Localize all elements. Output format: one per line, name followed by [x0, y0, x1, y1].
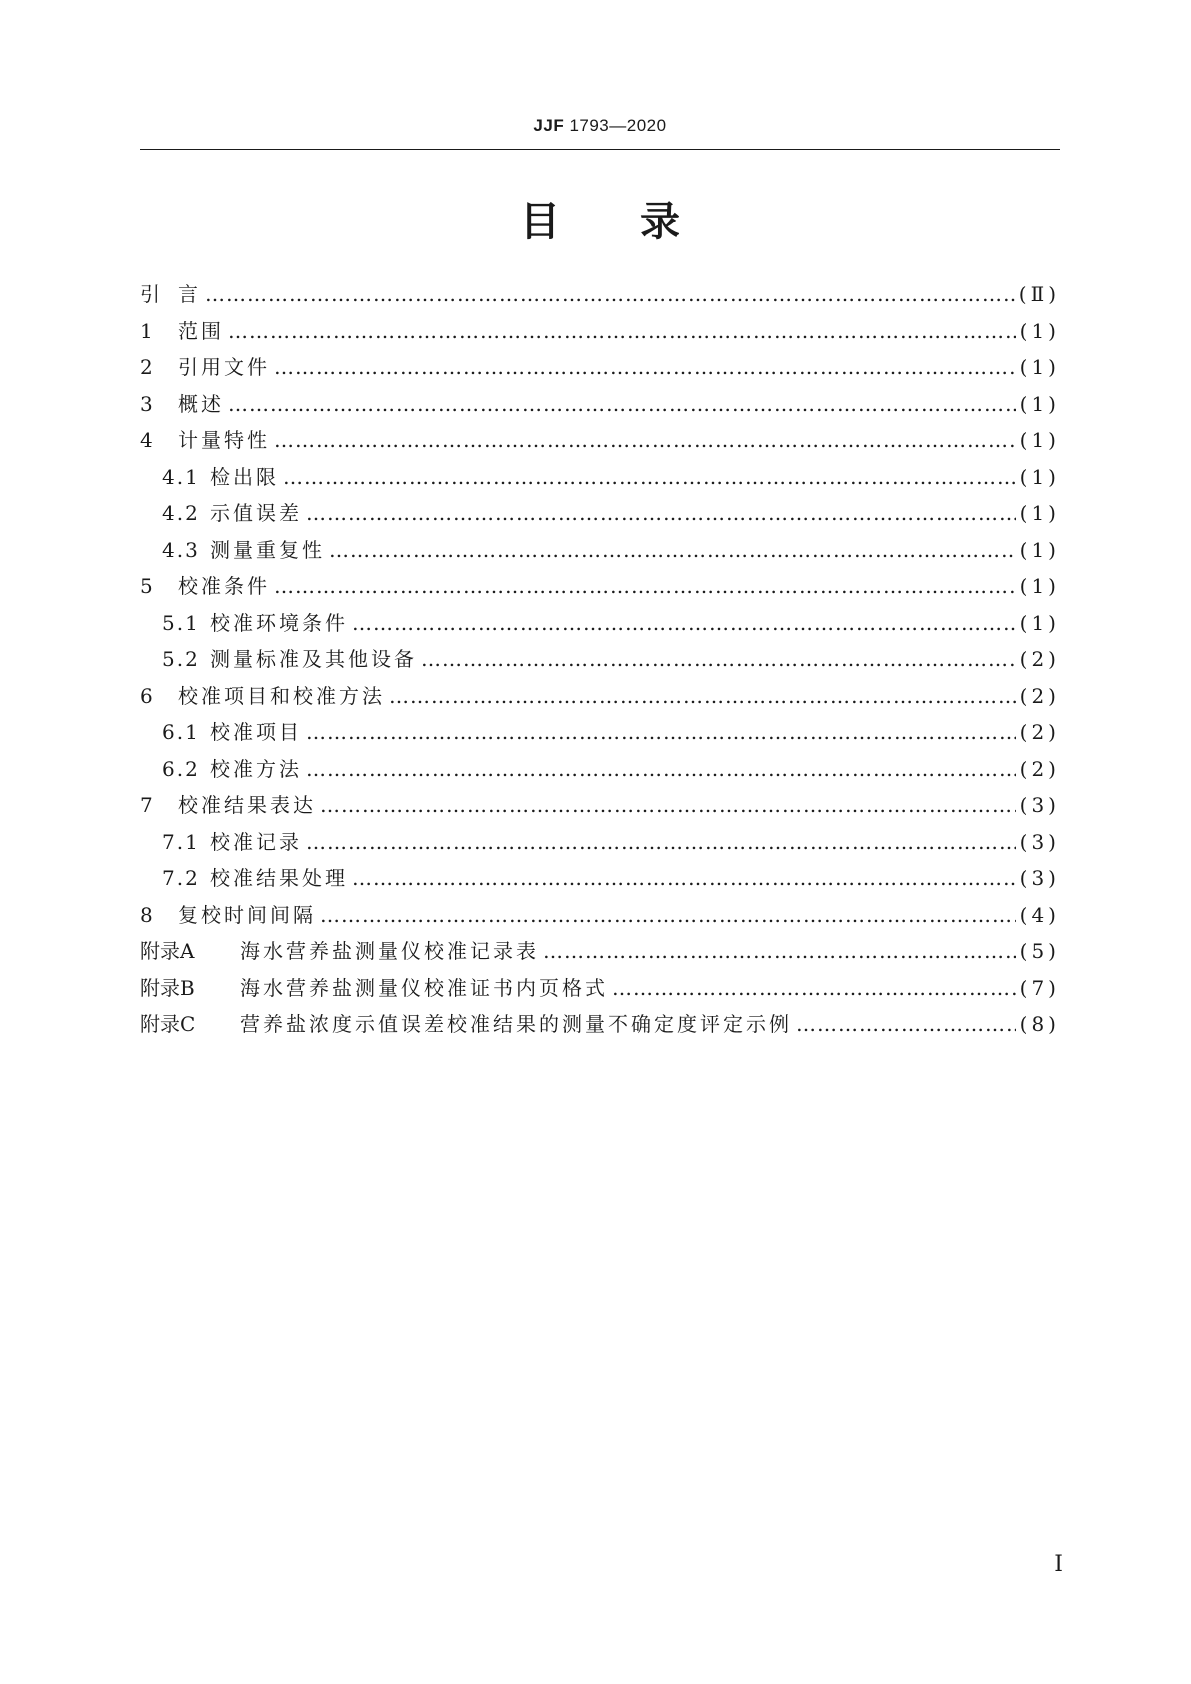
- toc-label: 校准方法: [210, 756, 302, 781]
- toc-number: 6: [140, 683, 153, 708]
- toc-number: 5.1: [162, 610, 200, 635]
- toc-label: 海水营养盐测量仪校准证书内页格式: [240, 975, 608, 1000]
- toc-label: 营养盐浓度示值误差校准结果的测量不确定度评定示例: [240, 1012, 792, 1036]
- toc-number: 5: [140, 574, 153, 598]
- toc-label: 校准结果表达: [178, 793, 316, 817]
- toc-leader: [228, 319, 1016, 343]
- toc-row[interactable]: [140, 315, 1060, 352]
- toc-row[interactable]: [140, 972, 1060, 1009]
- toc-number: 8: [140, 902, 153, 927]
- toc-row[interactable]: [140, 753, 1060, 790]
- toc-page: (1): [1019, 355, 1060, 379]
- toc-leader: [274, 355, 1016, 379]
- toc-page: (5): [1019, 939, 1060, 963]
- toc-page: (2): [1019, 720, 1060, 744]
- toc-row[interactable]: [140, 826, 1060, 863]
- toc-row[interactable]: [140, 570, 1060, 607]
- toc-page: (1): [1019, 574, 1060, 598]
- toc-row[interactable]: [140, 461, 1060, 498]
- toc-label: 示值误差: [210, 501, 302, 525]
- toc-row[interactable]: [140, 534, 1060, 571]
- toc-row[interactable]: [140, 1008, 1060, 1045]
- toc-page: (7): [1019, 975, 1060, 1000]
- toc-row[interactable]: [140, 643, 1060, 680]
- toc-page: (1): [1019, 537, 1060, 562]
- toc-row[interactable]: [140, 716, 1060, 753]
- toc-label: 测量标准及其他设备: [210, 647, 417, 671]
- toc-leader: [306, 720, 1016, 744]
- toc-label: 校准环境条件: [210, 610, 348, 635]
- toc-label: 校准结果处理: [210, 866, 348, 890]
- toc-row[interactable]: [140, 351, 1060, 388]
- toc-number: 附录A: [140, 939, 195, 963]
- toc-page: (1): [1019, 318, 1060, 343]
- toc-page: (2): [1019, 756, 1060, 781]
- toc-number: 2: [140, 355, 153, 379]
- toc-leader: [274, 428, 1016, 452]
- toc-page: (8): [1019, 1012, 1060, 1036]
- toc-page: (1): [1019, 501, 1060, 525]
- toc-row[interactable]: [140, 789, 1060, 826]
- toc-label: 言: [178, 282, 201, 306]
- title-char-1: 目: [520, 199, 560, 245]
- toc-number: 4: [140, 428, 153, 452]
- running-header: [140, 116, 1060, 136]
- toc-number: 5.2: [162, 647, 200, 671]
- toc-page: (1): [1019, 391, 1060, 416]
- page-title: [140, 198, 1060, 246]
- standard-code-number: 1793—2020: [569, 116, 667, 135]
- toc-row[interactable]: [140, 424, 1060, 461]
- toc-page: (3): [1019, 829, 1060, 854]
- toc-label: 检出限: [210, 464, 279, 489]
- toc-label: 复校时间间隔: [178, 902, 316, 927]
- toc-row[interactable]: [140, 278, 1060, 315]
- toc-label: 校准记录: [210, 829, 302, 854]
- toc-number: 6.1: [162, 720, 200, 744]
- toc-number: 附录B: [140, 975, 195, 1000]
- toc-leader: [283, 465, 1016, 489]
- toc-number: 4.3: [162, 537, 200, 562]
- toc-row[interactable]: [140, 388, 1060, 425]
- toc-page: (1): [1019, 610, 1060, 635]
- toc-page: (2): [1019, 647, 1060, 671]
- page-folio: Ⅰ: [1054, 1552, 1063, 1577]
- toc-leader: [421, 647, 1016, 671]
- toc-leader: [306, 830, 1016, 854]
- toc-leader: [543, 939, 1016, 963]
- toc-number: 7: [140, 793, 153, 817]
- toc-leader: [389, 684, 1016, 708]
- toc-label: 范围: [178, 318, 224, 343]
- toc-leader: [352, 611, 1016, 635]
- toc-page: (3): [1019, 866, 1060, 890]
- toc-number: 附录C: [140, 1012, 196, 1036]
- toc-row[interactable]: [140, 935, 1060, 972]
- toc-number: 1: [140, 318, 153, 343]
- toc-number: 4.1: [162, 464, 200, 489]
- toc-page: (4): [1019, 902, 1060, 927]
- toc-label: 校准项目: [210, 720, 302, 744]
- toc-page: (2): [1019, 683, 1060, 708]
- toc-leader: [320, 793, 1016, 817]
- toc-label: 校准条件: [178, 574, 270, 598]
- toc-leader: [306, 501, 1016, 525]
- header-rule: [140, 149, 1060, 150]
- standard-code-prefix: JJF: [533, 116, 565, 135]
- toc-leader: [205, 282, 1015, 306]
- toc-number: 7.1: [162, 829, 200, 854]
- toc-number: 6.2: [162, 756, 200, 781]
- toc-label: 校准项目和校准方法: [178, 683, 385, 708]
- toc-page: (Ⅱ): [1018, 282, 1060, 306]
- toc-leader: [228, 392, 1016, 416]
- toc-row[interactable]: [140, 899, 1060, 936]
- toc-row[interactable]: [140, 862, 1060, 899]
- toc-leader: [274, 574, 1016, 598]
- toc-number: 7.2: [162, 866, 200, 890]
- toc-label: 引用文件: [178, 355, 270, 379]
- toc-label: 测量重复性: [210, 537, 325, 562]
- table-of-contents: [140, 278, 1060, 1045]
- toc-leader: [320, 903, 1016, 927]
- toc-page: (1): [1019, 428, 1060, 452]
- toc-leader: [796, 1012, 1016, 1036]
- toc-number: 3: [140, 391, 153, 416]
- title-char-2: 录: [640, 199, 680, 245]
- toc-label: 海水营养盐测量仪校准记录表: [240, 939, 539, 963]
- toc-page: (1): [1019, 464, 1060, 489]
- toc-leader: [306, 757, 1016, 781]
- toc-page: (3): [1019, 793, 1060, 817]
- toc-leader: [612, 976, 1016, 1000]
- toc-row[interactable]: [140, 607, 1060, 644]
- toc-number: 4.2: [162, 501, 200, 525]
- toc-label: 概述: [178, 391, 224, 416]
- toc-leader: [329, 538, 1016, 562]
- toc-row[interactable]: [140, 680, 1060, 717]
- toc-label: 计量特性: [178, 428, 270, 452]
- toc-number: 引: [140, 282, 160, 306]
- toc-leader: [352, 866, 1016, 890]
- toc-row[interactable]: [140, 497, 1060, 534]
